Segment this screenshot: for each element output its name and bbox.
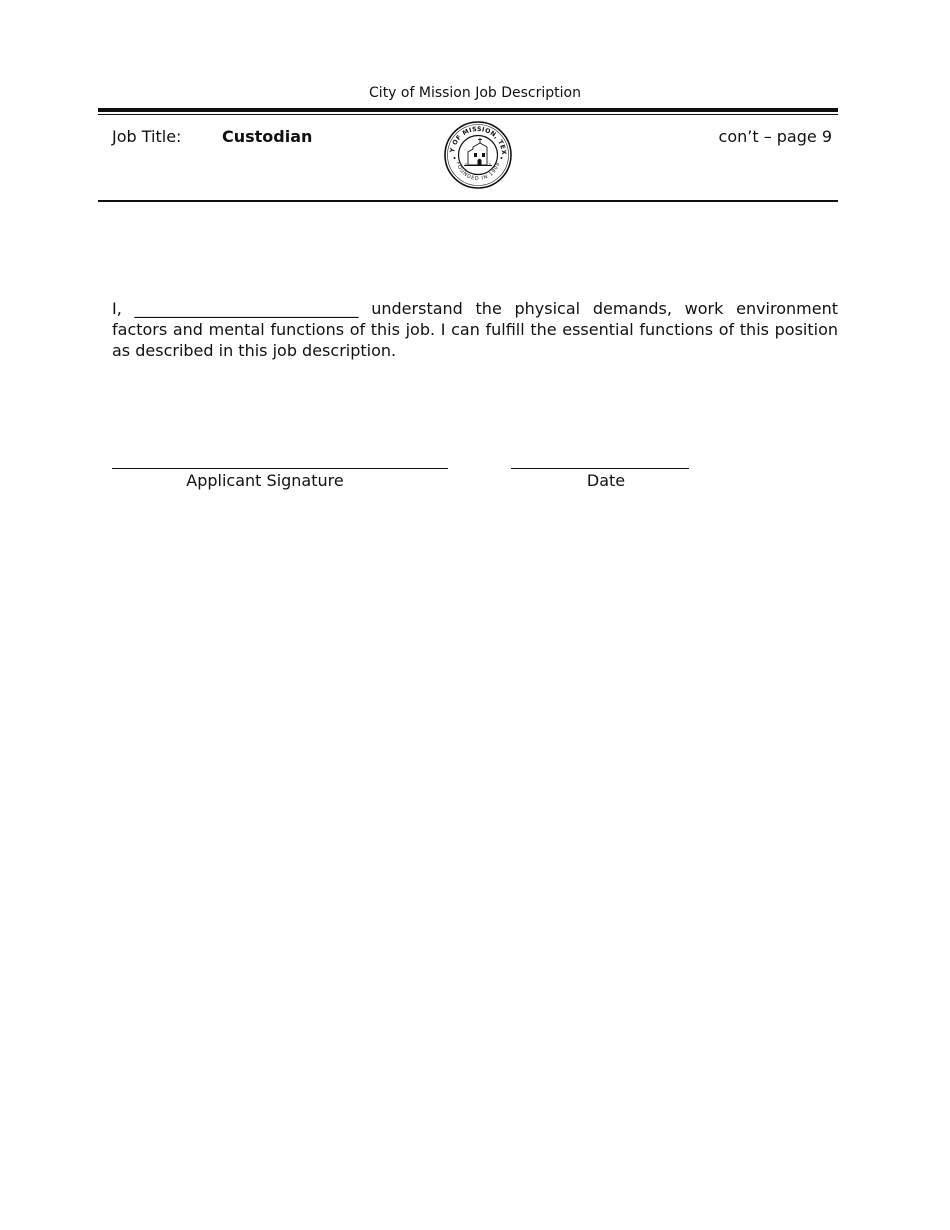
applicant-signature-label: Applicant Signature xyxy=(186,471,344,490)
header-rule-thick xyxy=(98,108,838,112)
page-number: con’t – page 9 xyxy=(718,127,832,146)
date-label: Date xyxy=(586,471,626,490)
city-seal-icon xyxy=(440,120,516,190)
seal-bottom-text: FOUNDED IN 1908 xyxy=(454,161,502,183)
job-title-value: Custodian xyxy=(222,127,313,146)
document-title: City of Mission Job Description xyxy=(369,85,581,101)
applicant-signature-line xyxy=(112,468,448,469)
seal-top-text: Y OF MISSION, TEX xyxy=(449,125,508,156)
date-line xyxy=(511,468,689,469)
job-title-label: Job Title: xyxy=(112,127,182,146)
acknowledgement-statement: I, ____________________________ understand the physical demands, work environment factors and mental functions of this job. I can fulfill the essential functions of this position as described in this job description. xyxy=(112,299,838,360)
header-rule-thin xyxy=(98,114,838,115)
header-rule-bottom xyxy=(98,200,838,202)
